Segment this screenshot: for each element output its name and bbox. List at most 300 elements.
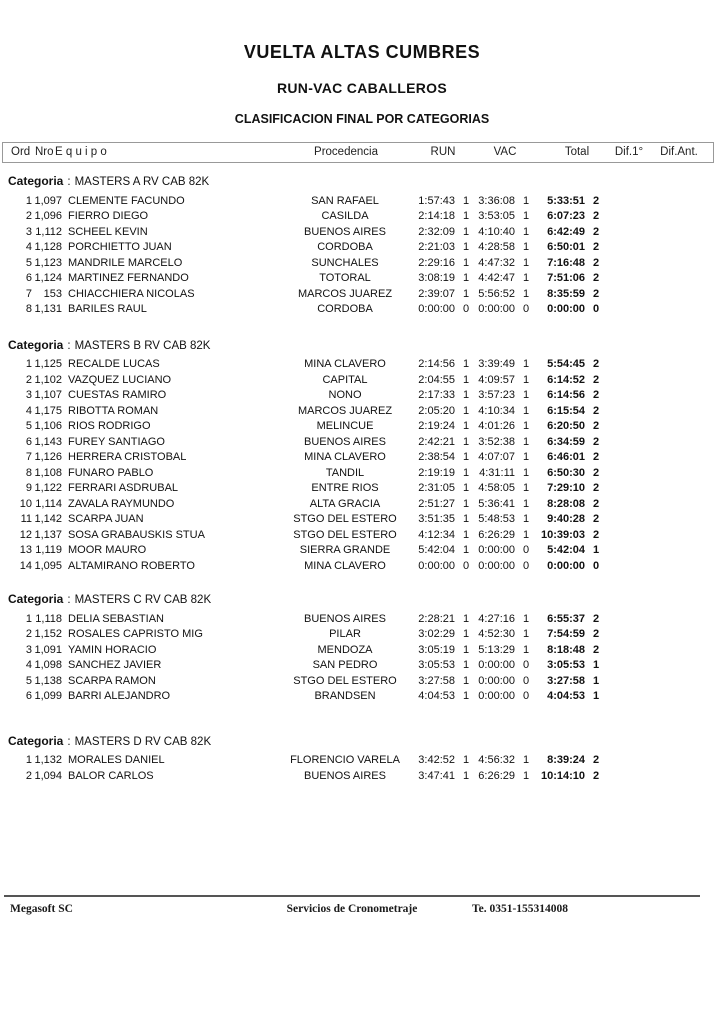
cell-difant	[652, 450, 704, 466]
result-row	[8, 543, 724, 559]
cell-difant	[652, 404, 704, 420]
category-header	[0, 734, 724, 751]
cell-difant	[652, 271, 704, 287]
cell-dif1	[604, 302, 652, 318]
report-subtitle: RUN-VAC CABALLEROS	[276, 80, 448, 96]
result-row	[8, 302, 724, 318]
cell-procedencia: STGO DEL ESTERO	[293, 513, 397, 525]
cell-total-count: 2	[592, 451, 600, 463]
cell-total-time: 0:00:00	[547, 303, 585, 315]
cell-nro: 1,124	[34, 272, 62, 284]
cell-ord: 6	[25, 690, 32, 702]
cell-equipo: BARILES RAUL	[68, 303, 147, 315]
cell-nro: 1,097	[34, 194, 62, 207]
cell-total-time: 8:18:48	[547, 643, 585, 656]
cell-vac-count: 0	[522, 659, 530, 671]
cell-total-count: 2	[592, 497, 600, 510]
cell-run-count: 0	[462, 303, 470, 315]
cell-run-count: 1	[462, 225, 470, 238]
cell-run-time: 2:19:19	[418, 466, 455, 479]
cell-vac-time: 5:48:53	[478, 513, 515, 525]
cell-procedencia: SAN RAFAEL	[311, 194, 379, 207]
cell-nro: 1,132	[34, 754, 62, 766]
cell-total-time: 7:51:06	[547, 272, 585, 284]
result-row	[8, 612, 724, 628]
cell-difant	[652, 674, 704, 690]
category-header	[0, 592, 724, 609]
cell-vac-time: 6:26:29	[478, 528, 515, 541]
cell-ord: 13	[19, 544, 32, 556]
cell-ord: 4	[25, 241, 32, 253]
cell-nro: 1,108	[34, 466, 62, 479]
category-rows	[0, 194, 724, 318]
result-row	[8, 658, 724, 674]
cell-nro: 1,138	[34, 674, 62, 687]
cell-difant	[652, 559, 704, 575]
cell-vac-time: 3:57:23	[478, 389, 515, 401]
cell-total-time: 7:54:59	[547, 628, 585, 640]
cell-difant	[652, 256, 704, 272]
cell-difant	[652, 435, 704, 451]
report-title: VUELTA ALTAS CUMBRES	[243, 42, 481, 62]
result-row	[8, 528, 724, 544]
cell-difant	[652, 753, 704, 769]
cell-difant	[652, 287, 704, 303]
category-label: Categoria	[8, 592, 64, 606]
cell-vac-time: 5:56:52	[478, 287, 515, 300]
cell-nro: 1,125	[34, 358, 62, 370]
cell-dif1	[604, 466, 652, 482]
cell-equipo: VAZQUEZ LUCIANO	[68, 373, 172, 386]
cell-equipo: CLEMENTE FACUNDO	[68, 194, 185, 207]
cell-difant	[652, 240, 704, 256]
cell-procedencia: MELINCUE	[316, 420, 374, 432]
cell-dif1	[604, 194, 652, 210]
cell-ord: 8	[25, 303, 32, 315]
cell-total-time: 6:14:56	[547, 389, 585, 401]
cell-ord: 14	[19, 559, 32, 572]
category-section	[0, 592, 724, 705]
table-header	[2, 142, 714, 163]
cell-procedencia: BUENOS AIRES	[304, 612, 386, 625]
cell-run-time: 2:32:09	[418, 225, 455, 238]
cell-vac-count: 1	[522, 643, 530, 656]
cell-procedencia: MINA CLAVERO	[304, 559, 386, 572]
cell-run-time: 0:00:00	[418, 559, 455, 572]
category-separator: :	[67, 735, 71, 748]
footer-phone: Te. 0351-155314008	[472, 903, 569, 915]
cell-total-count: 1	[592, 544, 600, 556]
cell-equipo: MOOR MAURO	[68, 544, 147, 556]
cell-run-time: 3:42:52	[418, 754, 455, 766]
cell-nro: 1,102	[34, 373, 62, 386]
cell-total-count: 2	[592, 754, 600, 766]
cell-total-time: 5:33:51	[547, 194, 585, 207]
cell-run-count: 1	[462, 659, 470, 671]
cell-equipo: FERRARI ASDRUBAL	[68, 482, 179, 494]
cell-nro: 1,094	[34, 769, 62, 782]
cell-run-count: 1	[462, 451, 470, 463]
result-row	[8, 240, 724, 256]
result-row	[8, 287, 724, 303]
category-name: MASTERS C RV CAB 82K	[74, 594, 212, 606]
cell-vac-count: 1	[522, 497, 530, 510]
cell-procedencia: BUENOS AIRES	[304, 225, 386, 238]
cell-dif1	[604, 674, 652, 690]
cell-total-count: 2	[592, 482, 600, 494]
cell-run-count: 1	[462, 272, 470, 284]
cell-difant	[652, 689, 704, 705]
cell-total-time: 5:42:04	[547, 544, 585, 556]
cell-run-count: 0	[462, 559, 470, 572]
cell-nro: 1,091	[34, 643, 62, 656]
result-row	[8, 209, 724, 225]
cell-vac-count: 1	[522, 256, 530, 269]
cell-difant	[652, 528, 704, 544]
cell-run-count: 1	[462, 513, 470, 525]
cell-total-count: 1	[592, 659, 600, 671]
cell-total-count: 2	[592, 225, 600, 238]
cell-dif1	[604, 450, 652, 466]
cell-dif1	[604, 373, 652, 389]
cell-procedencia: CAPITAL	[322, 373, 368, 386]
cell-equipo: BARRI ALEJANDRO	[68, 690, 171, 702]
cell-vac-count: 1	[522, 612, 530, 625]
cell-equipo: DELIA SEBASTIAN	[68, 612, 164, 625]
cell-equipo: FUNARO PABLO	[68, 466, 154, 479]
result-row	[8, 194, 724, 210]
cell-procedencia: BUENOS AIRES	[304, 435, 386, 448]
cell-nro: 1,096	[34, 210, 62, 222]
section-title: CLASIFICACION FINAL POR CATEGORIAS	[234, 112, 490, 126]
cell-run-count: 1	[462, 544, 470, 556]
result-row	[8, 627, 724, 643]
cell-dif1	[604, 388, 652, 404]
cell-total-count: 2	[592, 466, 600, 479]
cell-dif1	[604, 528, 652, 544]
cell-dif1	[604, 543, 652, 559]
cell-total-count: 2	[592, 404, 600, 417]
category-separator: :	[67, 339, 71, 352]
cell-run-count: 1	[462, 674, 470, 687]
cell-ord: 3	[25, 389, 32, 401]
cell-total-time: 6:14:52	[547, 373, 585, 386]
cell-run-count: 1	[462, 612, 470, 625]
cell-run-count: 1	[462, 497, 470, 510]
category-header	[0, 338, 724, 355]
cell-total-time: 6:46:01	[547, 451, 585, 463]
cell-equipo: SCARPA RAMON	[68, 674, 156, 687]
cell-ord: 1	[25, 194, 32, 207]
cell-total-count: 2	[592, 435, 600, 448]
col-header-run: RUN	[430, 146, 456, 158]
cell-vac-time: 3:36:08	[478, 194, 515, 207]
cell-dif1	[604, 512, 652, 528]
cell-equipo: SCARPA JUAN	[68, 513, 144, 525]
cell-procedencia: ALTA GRACIA	[309, 497, 381, 510]
cell-procedencia: SAN PEDRO	[312, 659, 378, 671]
cell-run-time: 4:12:34	[418, 528, 455, 541]
cell-ord: 7	[25, 287, 32, 300]
cell-vac-time: 4:31:11	[479, 466, 515, 479]
cell-vac-time: 3:52:38	[478, 435, 515, 448]
page-footer	[4, 895, 700, 923]
cell-vac-time: 6:26:29	[478, 769, 515, 782]
cell-vac-count: 1	[522, 225, 530, 238]
cell-vac-time: 4:07:07	[478, 451, 515, 463]
cell-total-count: 0	[592, 303, 600, 315]
cell-total-count: 2	[592, 373, 600, 386]
cell-run-count: 1	[462, 528, 470, 541]
cell-vac-count: 0	[522, 544, 530, 556]
cell-run-time: 2:04:55	[418, 373, 455, 386]
category-header	[0, 174, 724, 191]
cell-dif1	[604, 419, 652, 435]
cell-dif1	[604, 753, 652, 769]
cell-procedencia: MARCOS JUAREZ	[297, 404, 393, 417]
cell-difant	[652, 612, 704, 628]
cell-total-count: 2	[592, 643, 600, 656]
cell-vac-time: 4:01:26	[478, 420, 515, 432]
cell-vac-count: 1	[522, 272, 530, 284]
cell-vac-count: 0	[522, 674, 530, 687]
category-rows	[0, 357, 724, 574]
cell-vac-time: 0:00:00	[478, 690, 515, 702]
result-row	[8, 753, 724, 769]
cell-dif1	[604, 481, 652, 497]
cell-nro: 1,142	[34, 513, 62, 525]
cell-run-time: 2:38:54	[418, 451, 455, 463]
cell-run-time: 2:14:56	[418, 358, 455, 370]
result-row	[8, 271, 724, 287]
cell-ord: 9	[25, 482, 32, 494]
cell-total-time: 8:28:08	[547, 497, 585, 510]
cell-run-time: 2:39:07	[418, 287, 455, 300]
cell-total-time: 7:16:48	[547, 256, 585, 269]
cell-ord: 10	[19, 497, 32, 510]
cell-run-count: 1	[462, 210, 470, 222]
cell-vac-time: 4:10:34	[478, 404, 515, 417]
cell-total-count: 2	[592, 528, 600, 541]
cell-ord: 2	[25, 373, 32, 386]
cell-run-count: 1	[462, 628, 470, 640]
col-header-procedencia: Procedencia	[314, 146, 378, 158]
cell-difant	[652, 643, 704, 659]
cell-equipo: YAMIN HORACIO	[68, 643, 157, 656]
cell-dif1	[604, 658, 652, 674]
cell-total-time: 6:34:59	[547, 435, 585, 448]
cell-difant	[652, 373, 704, 389]
cell-equipo: MORALES DANIEL	[68, 754, 165, 766]
result-row	[8, 419, 724, 435]
cell-run-count: 1	[462, 435, 470, 448]
cell-procedencia: ENTRE RIOS	[311, 482, 379, 494]
cell-total-count: 2	[592, 241, 600, 253]
cell-vac-count: 0	[522, 303, 530, 315]
cell-run-time: 3:05:19	[418, 643, 455, 656]
category-name: MASTERS D RV CAB 82K	[74, 735, 212, 748]
cell-ord: 5	[25, 256, 32, 269]
cell-nro: 1,122	[34, 482, 62, 494]
result-row	[8, 643, 724, 659]
cell-total-time: 6:15:54	[547, 404, 585, 417]
cell-dif1	[604, 769, 652, 785]
footer-service: Servicios de Cronometraje	[286, 903, 418, 915]
cell-equipo: ZAVALA RAYMUNDO	[68, 497, 175, 510]
cell-difant	[652, 419, 704, 435]
result-row	[8, 404, 724, 420]
cell-total-count: 1	[592, 690, 600, 702]
cell-procedencia: NONO	[328, 389, 362, 401]
cell-equipo: RIOS RODRIGO	[68, 420, 151, 432]
cell-dif1	[604, 225, 652, 241]
cell-difant	[652, 512, 704, 528]
cell-procedencia: CASILDA	[321, 210, 369, 222]
cell-run-count: 1	[462, 241, 470, 253]
col-header-difant: Dif.Ant.	[660, 146, 698, 158]
cell-procedencia: MINA CLAVERO	[304, 358, 386, 370]
cell-run-time: 2:42:21	[418, 435, 455, 448]
cell-run-count: 1	[462, 643, 470, 656]
cell-run-time: 2:51:27	[418, 497, 455, 510]
cell-ord: 6	[25, 435, 32, 448]
cell-equipo: HERRERA CRISTOBAL	[68, 451, 187, 463]
cell-nro: 1,118	[35, 612, 62, 625]
cell-nro: 1,175	[34, 404, 62, 417]
cell-vac-count: 1	[522, 194, 530, 207]
cell-run-count: 1	[462, 404, 470, 417]
col-header-ord: Ord	[11, 146, 31, 158]
cell-dif1	[604, 240, 652, 256]
cell-vac-time: 4:52:30	[478, 628, 515, 640]
cell-equipo: FIERRO DIEGO	[68, 210, 149, 222]
category-section	[0, 338, 724, 575]
cell-total-count: 2	[592, 272, 600, 284]
cell-dif1	[604, 643, 652, 659]
cell-vac-time: 4:47:32	[478, 256, 515, 269]
result-row	[8, 674, 724, 690]
cell-ord: 5	[25, 420, 32, 432]
cell-vac-time: 0:00:00	[478, 559, 515, 572]
cell-run-time: 5:42:04	[418, 544, 455, 556]
cell-vac-count: 1	[522, 389, 530, 401]
cell-vac-time: 4:58:05	[478, 482, 515, 494]
cell-difant	[652, 209, 704, 225]
col-header-dif1: Dif.1°	[614, 146, 644, 158]
cell-vac-time: 4:42:47	[478, 272, 515, 284]
cell-vac-count: 1	[522, 628, 530, 640]
cell-equipo: SANCHEZ JAVIER	[68, 659, 162, 671]
cell-nro: 1,106	[34, 420, 62, 432]
cell-vac-count: 1	[522, 373, 530, 386]
cell-ord: 3	[25, 225, 32, 238]
cell-difant	[652, 627, 704, 643]
cell-total-time: 7:29:10	[547, 482, 585, 494]
cell-nro: 1,098	[34, 659, 62, 671]
cell-total-time: 10:14:10	[540, 769, 585, 782]
cell-run-time: 3:05:53	[418, 659, 455, 671]
result-row	[8, 769, 724, 785]
cell-run-time: 3:51:35	[418, 513, 455, 525]
cell-total-time: 4:04:53	[547, 690, 585, 702]
cell-ord: 7	[25, 451, 32, 463]
result-row	[8, 466, 724, 482]
cell-total-count: 2	[592, 389, 600, 401]
cell-equipo: ALTAMIRANO ROBERTO	[68, 559, 195, 572]
cell-dif1	[604, 435, 652, 451]
cell-total-count: 2	[592, 513, 600, 525]
cell-vac-time: 3:39:49	[478, 358, 515, 370]
cell-difant	[652, 497, 704, 513]
result-row	[8, 450, 724, 466]
cell-run-time: 0:00:00	[418, 303, 455, 315]
cell-ord: 1	[25, 358, 32, 370]
cell-dif1	[604, 256, 652, 272]
cell-nro: 1,152	[34, 628, 62, 640]
results-body	[0, 166, 724, 784]
col-header-vac: VAC	[493, 146, 517, 158]
cell-run-count: 1	[462, 194, 470, 207]
cell-difant	[652, 769, 704, 785]
result-row	[8, 256, 724, 272]
cell-dif1	[604, 209, 652, 225]
cell-total-count: 2	[592, 256, 600, 269]
cell-vac-time: 0:00:00	[478, 303, 515, 315]
cell-difant	[652, 302, 704, 318]
cell-run-time: 3:02:29	[418, 628, 455, 640]
cell-total-time: 6:50:01	[547, 241, 585, 253]
cell-run-time: 2:17:33	[418, 389, 455, 401]
col-header-equipo: E q u i p o	[55, 146, 107, 158]
cell-total-time: 0:00:00	[547, 559, 585, 572]
cell-nro: 1,099	[34, 690, 62, 702]
cell-equipo: FUREY SANTIAGO	[68, 435, 165, 448]
category-separator: :	[67, 176, 71, 188]
cell-difant	[652, 194, 704, 210]
cell-vac-count: 1	[522, 466, 530, 479]
cell-vac-time: 3:53:05	[478, 210, 515, 222]
cell-ord: 8	[25, 466, 32, 479]
category-label: Categoria	[8, 174, 64, 188]
cell-equipo: CUESTAS RAMIRO	[68, 389, 167, 401]
cell-nro: 1,119	[35, 544, 62, 556]
cell-equipo: MARTINEZ FERNANDO	[68, 272, 189, 284]
category-separator: :	[67, 594, 71, 606]
cell-vac-count: 1	[522, 754, 530, 766]
cell-vac-count: 1	[522, 769, 530, 782]
cell-ord: 11	[20, 513, 32, 525]
category-rows	[0, 612, 724, 705]
category-section	[0, 734, 724, 785]
cell-vac-time: 5:13:29	[478, 643, 515, 656]
cell-equipo: MANDRILE MARCELO	[68, 256, 183, 269]
cell-total-count: 2	[592, 358, 600, 370]
cell-vac-count: 1	[522, 404, 530, 417]
cell-nro: 1,126	[34, 451, 62, 463]
cell-run-time: 3:27:58	[418, 674, 455, 687]
cell-vac-time: 4:28:58	[478, 241, 515, 253]
cell-run-time: 2:21:03	[418, 241, 455, 253]
cell-vac-time: 4:09:57	[478, 373, 515, 386]
cell-nro: 1,143	[34, 435, 62, 448]
cell-total-time: 5:54:45	[547, 358, 585, 370]
cell-vac-time: 0:00:00	[478, 659, 515, 671]
cell-vac-count: 1	[522, 451, 530, 463]
cell-difant	[652, 225, 704, 241]
cell-nro: 1,107	[34, 389, 62, 401]
cell-run-time: 2:19:24	[418, 420, 455, 432]
cell-run-count: 1	[462, 769, 470, 782]
